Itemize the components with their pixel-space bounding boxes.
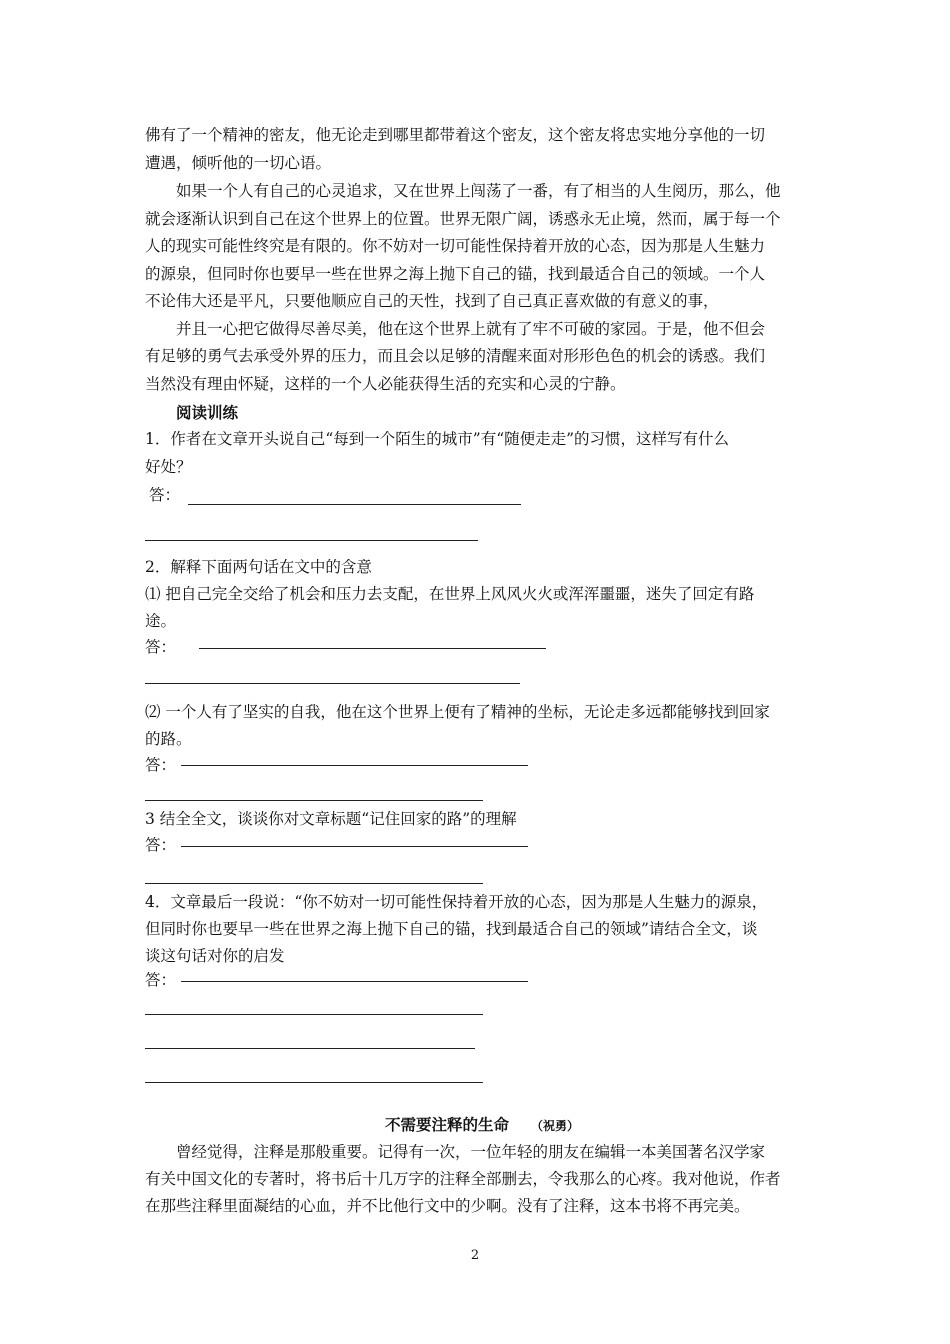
passage-line: 并且一心把它做得尽善尽美，他在这个世界上就有了牢不可破的家园。于是，他不但会 [176, 320, 766, 338]
question-1-line: 好处？ [145, 458, 192, 476]
passage-line: 的源泉，但同时你也要早一些在世界之海上抛下自己的锚，找到最适合自己的领域。一个人 [145, 265, 766, 283]
article-author: （祝勇） [531, 1119, 580, 1133]
passage-line: 人的现实可能性终究是有限的。你不妨对一切可能性保持着开放的心态，因为那是人生魅力 [145, 237, 766, 255]
question-2-sub1-line: ⑴ 把自己完全交给了机会和压力去支配，在世界上风风火火或浑浑噩噩，迷失了回定有路 [145, 585, 755, 603]
answer-label: 答： [145, 971, 177, 989]
article-title-text: 不需要注释的生命 [385, 1116, 510, 1134]
passage-line: 有足够的勇气去承受外界的压力，而且会以足够的清醒来面对形形色色的机会的诱惑。我们 [145, 347, 766, 365]
passage-line: 佛有了一个精神的密友，他无论走到哪里都带着这个密友，这个密友将忠实地分享他的一切 [145, 126, 766, 144]
question-2-sub1-line: 途。 [145, 612, 177, 630]
article-title [385, 1114, 579, 1137]
answer-line[interactable] [145, 883, 483, 884]
answer-label: 答： [149, 486, 181, 504]
question-2-sub2-line: 的路。 [145, 730, 192, 748]
article-line: 在那些注释里面凝结的心血，并不比他行文中的少啊。没有了注释，这本书将不再完美。 [145, 1197, 750, 1215]
section-heading: 阅读训练 [176, 404, 239, 422]
answer-line[interactable] [145, 540, 478, 541]
answer-label: 答： [145, 638, 177, 656]
passage-line: 就会逐渐认识到自己在这个世界上的位置。世界无限广阔，诱惑永无止境，然而，属于每一个 [145, 210, 781, 228]
answer-line[interactable] [188, 504, 521, 505]
answer-line[interactable] [199, 648, 546, 649]
passage-line: 如果一个人有自己的心灵追求，又在世界上闯荡了一番，有了相当的人生阅历，那么，他 [176, 182, 781, 200]
answer-label: 答： [145, 836, 177, 854]
article-line: 有关中国文化的专著时，将书后十几万字的注释全部删去，令我那么的心疼。我对他说，作者 [145, 1170, 781, 1188]
question-2-sub2-line: ⑵ 一个人有了坚实的自我，他在这个世界上便有了精神的坐标，无论走多远都能够找到回家 [145, 703, 770, 721]
question-4-line: 谈这句话对你的启发 [145, 947, 285, 965]
question-4-line: 4．文章最后一段说：“你不妨对一切可能性保持着开放的心态，因为那是人生魅力的源泉， [145, 893, 768, 911]
question-4-line: 但同时你也要早一些在世界之海上抛下自己的锚，找到最适合自己的领域”请结合全文，谈 [145, 920, 758, 938]
question-1-line: 1．作者在文章开头说自己“每到一个陌生的城市”有“随便走走”的习惯，这样写有什么 [145, 430, 730, 448]
article-line: 曾经觉得，注释是那般重要。记得有一次，一位年轻的朋友在编辑一本美国著名汉学家 [176, 1143, 766, 1161]
passage-line: 不论伟大还是平凡，只要他顺应自己的天性，找到了自己真正喜欢做的有意义的事， [145, 292, 719, 310]
answer-line[interactable] [145, 1014, 483, 1015]
question-2-line: 2．解释下面两句话在文中的含意 [145, 558, 372, 576]
answer-line[interactable] [145, 683, 520, 684]
question-3-line: 3 结全全文，谈谈你对文章标题“记住回家的路”的理解 [145, 810, 517, 828]
answer-line[interactable] [145, 800, 483, 801]
answer-line[interactable] [181, 765, 528, 766]
passage-line: 当然没有理由怀疑，这样的一个人必能获得生活的充实和心灵的宁静。 [145, 375, 626, 393]
answer-line[interactable] [145, 1082, 483, 1083]
page-number: 2 [470, 1248, 480, 1263]
passage-line: 遭遇，倾听他的一切心语。 [145, 154, 332, 172]
answer-label: 答： [145, 756, 177, 774]
answer-line[interactable] [181, 846, 528, 847]
answer-line[interactable] [181, 981, 528, 982]
answer-line[interactable] [145, 1048, 475, 1049]
